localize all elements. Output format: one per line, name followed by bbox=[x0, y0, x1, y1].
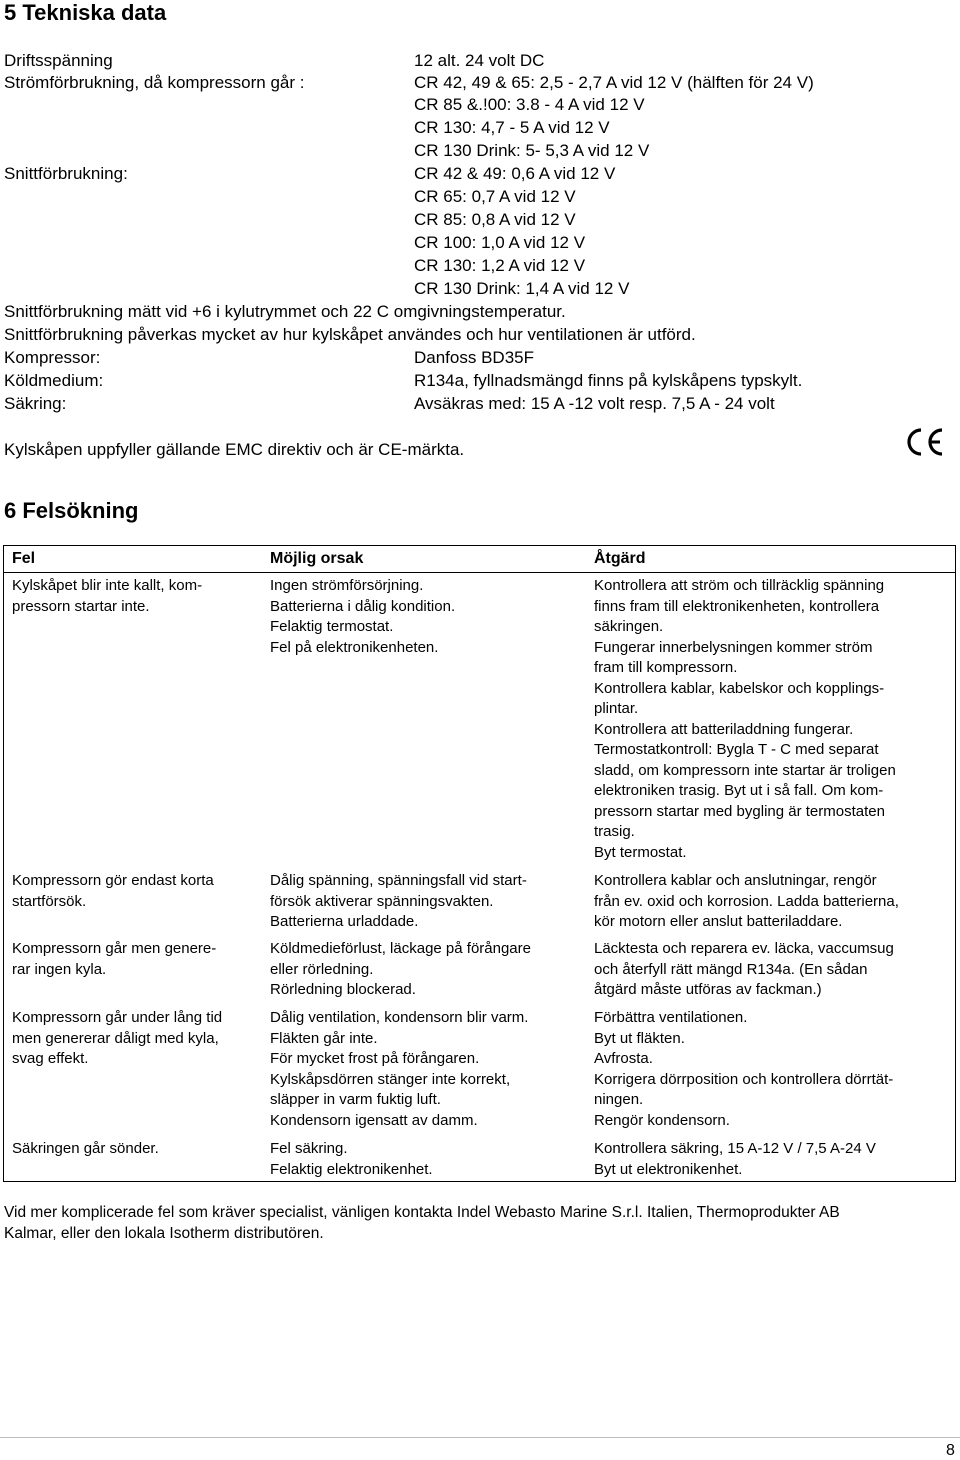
spec-label: Strömförbrukning, då kompressorn går : bbox=[4, 73, 305, 92]
table-cell-fault: Kompressorn går under lång tid men genererar dåligt med kyla, svag effekt. bbox=[12, 1009, 223, 1067]
spec-value: CR 130 Drink: 5- 5,3 A vid 12 V bbox=[414, 141, 650, 160]
table-cell-fault: Kylskåpet blir inte kallt, kom- pressorn startar inte. bbox=[12, 577, 203, 615]
table-cell-cause: Dålig spänning, spänningsfall vid start- försök aktiverar spänningsvakten. Batterierna urladdade. bbox=[270, 872, 527, 930]
table-cell-cause: Ingen strömförsörjning. Batterierna i dålig kondition. Felaktig termostat. Fel på elektronikenheten. bbox=[270, 577, 456, 656]
table-cell-fault: Kompressorn gör endast korta startförsök. bbox=[12, 872, 214, 910]
ce-mark-icon bbox=[903, 426, 945, 458]
troubleshooting-table bbox=[3, 545, 956, 1182]
contact-note-line-1: Vid mer komplicerade fel som kräver specialist, vänligen kontakta Indel Webasto Marine S.r.l. Italien, Thermoprodukter AB bbox=[4, 1204, 840, 1221]
spec-value: CR 100: 1,0 A vid 12 V bbox=[414, 233, 586, 252]
table-cell-action: Kontrollera att ström och tillräcklig spänning finns fram till elektronikenheten, kontrollera säkringen. Fungerar innerbelysningen kommer ström fram till kompressorn. Kontrollera kablar, kabelskor och kopplings- plintar. Kontrollera att batteriladdning fungerar. Termostatkontroll: Bygla T - C med separat sladd, om kompressorn inte startar är troligen elektroniken trasig. Byt ut i så fall. Om kom- pressorn startar med bygling är termostaten trasig. Byt termostat. bbox=[594, 577, 896, 861]
spec-value: CR 42, 49 & 65: 2,5 - 2,7 A vid 12 V (hälften för 24 V) bbox=[414, 73, 814, 92]
spec-label: Snittförbrukning: bbox=[4, 164, 128, 183]
table-cell-fault: Kompressorn går men genere- rar ingen kyla. bbox=[12, 940, 217, 978]
table-cell-action: Kontrollera kablar och anslutningar, rengör från ev. oxid och korrosion. Ladda batterierna, kör motorn eller anslut batteriladdare. bbox=[594, 872, 899, 930]
component-label: Säkring: bbox=[4, 394, 67, 413]
spec-label: Driftsspänning bbox=[4, 51, 113, 70]
spec-value: CR 130: 1,2 A vid 12 V bbox=[414, 256, 586, 275]
table-cell-action: Förbättra ventilationen. Byt ut fläkten. Avfrosta. Korrigera dörrposition och kontrollera dörrtät- ningen. Rengör kondensorn. bbox=[594, 1009, 894, 1129]
spec-value: CR 42 & 49: 0,6 A vid 12 V bbox=[414, 164, 616, 183]
table-cell-action: Kontrollera säkring, 15 A-12 V / 7,5 A-24 V Byt ut elektronikenhet. bbox=[594, 1140, 876, 1178]
section-6-heading: 6 Felsökning bbox=[4, 498, 139, 523]
table-header bbox=[4, 546, 955, 573]
section-5-heading: 5 Tekniska data bbox=[4, 0, 167, 25]
component-value: Avsäkras med: 15 A -12 volt resp. 7,5 A - 24 volt bbox=[414, 394, 775, 413]
spec-value: CR 130 Drink: 1,4 A vid 12 V bbox=[414, 279, 630, 298]
component-label: Köldmedium: bbox=[4, 371, 104, 390]
table-cell-cause: Dålig ventilation, kondensorn blir varm. Fläkten går inte. För mycket frost på förångaren. Kylskåpsdörren stänger inte korrekt, släpper in varm fuktig luft. Kondensorn igensatt av damm. bbox=[270, 1009, 529, 1129]
spec-value: CR 85 &.!00: 3.8 - 4 A vid 12 V bbox=[414, 95, 645, 114]
table-cell-fault: Säkringen går sönder. bbox=[12, 1140, 159, 1157]
column-header-action: Åtgärd bbox=[594, 550, 646, 567]
measurement-note: Snittförbrukning mätt vid +6 i kylutrymmet och 22 C omgivningstemperatur. bbox=[4, 302, 566, 321]
table-cell-action: Läcktesta och reparera ev. läcka, vaccumsug och återfyll rätt mängd R134a. (En sådan åtgärd måste utföras av fackman.) bbox=[594, 940, 894, 998]
component-value: R134a, fyllnadsmängd finns på kylskåpens typskylt. bbox=[414, 371, 803, 390]
component-label: Kompressor: bbox=[4, 348, 101, 367]
contact-note-line-2: Kalmar, eller den lokala Isotherm distributören. bbox=[4, 1225, 324, 1242]
column-header-fault: Fel bbox=[12, 550, 36, 567]
usage-note: Snittförbrukning påverkas mycket av hur kylskåpet användes och hur ventilationen är utförd. bbox=[4, 325, 696, 344]
spec-value: CR 85: 0,8 A vid 12 V bbox=[414, 210, 576, 229]
table-cell-cause: Köldmedieförlust, läckage på förångare eller rörledning. Rörledning blockerad. bbox=[270, 940, 531, 998]
spec-value: CR 65: 0,7 A vid 12 V bbox=[414, 187, 576, 206]
spec-value: 12 alt. 24 volt DC bbox=[414, 51, 545, 70]
component-value: Danfoss BD35F bbox=[414, 348, 534, 367]
column-header-cause: Möjlig orsak bbox=[270, 550, 364, 567]
table-cell-cause: Fel säkring. Felaktig elektronikenhet. bbox=[270, 1140, 433, 1178]
emc-note: Kylskåpen uppfyller gällande EMC direktiv och är CE-märkta. bbox=[4, 440, 465, 459]
spec-value: CR 130: 4,7 - 5 A vid 12 V bbox=[414, 118, 610, 137]
footer-divider bbox=[0, 1437, 960, 1438]
page-number: 8 bbox=[946, 1442, 955, 1459]
